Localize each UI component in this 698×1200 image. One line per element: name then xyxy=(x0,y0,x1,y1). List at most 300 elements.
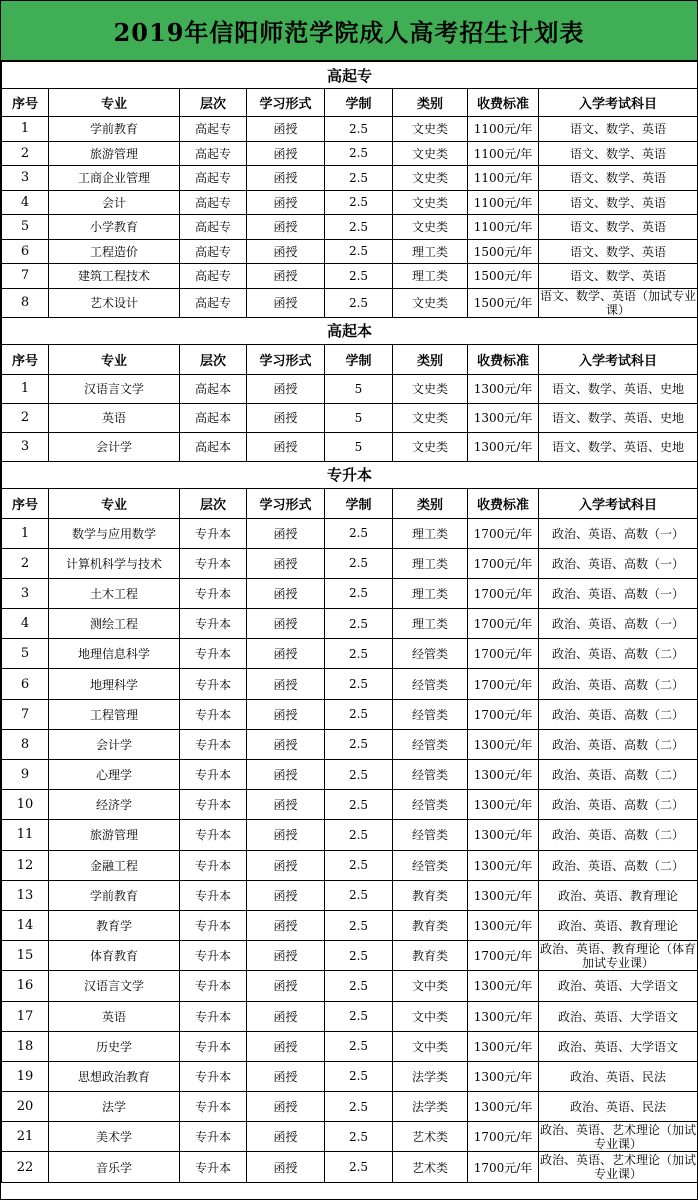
cell-level: 高起专 xyxy=(180,190,247,215)
cell-row-number: 19 xyxy=(2,1061,49,1091)
cell-level: 高起本 xyxy=(180,403,247,432)
cell-study-mode: 函授 xyxy=(247,820,325,850)
cell-exam-subjects: 政治、英语、教育理论（体育加试专业课） xyxy=(540,941,697,970)
cell-duration: 2.5 xyxy=(325,239,393,264)
cell-exam-subjects: 语文、数学、英语 xyxy=(539,264,698,289)
cell-study-mode: 函授 xyxy=(247,880,325,910)
cell-study-mode: 函授 xyxy=(247,729,325,759)
table-row xyxy=(2,880,698,910)
cell-major: 土木工程 xyxy=(49,578,180,608)
cell-duration: 5 xyxy=(325,374,393,403)
column-header-study-mode: 学习形式 xyxy=(247,89,325,117)
cell-level: 高起专 xyxy=(180,141,247,166)
column-header-tuition: 收费标准 xyxy=(468,488,539,518)
column-header-study-mode: 学习形式 xyxy=(247,344,325,374)
cell-tuition: 1300元/年 xyxy=(468,760,539,790)
table-row xyxy=(2,1031,698,1061)
cell-tuition: 1700元/年 xyxy=(468,518,539,548)
cell-duration: 2.5 xyxy=(325,1001,393,1031)
cell-category: 文中类 xyxy=(393,1031,468,1061)
cell-row-number: 5 xyxy=(2,639,49,669)
cell-study-mode: 函授 xyxy=(247,699,325,729)
table-row xyxy=(2,117,698,142)
cell-duration: 2.5 xyxy=(325,215,393,240)
cell-row-number: 2 xyxy=(2,548,49,578)
table-row xyxy=(2,239,698,264)
table-row xyxy=(2,1122,698,1152)
cell-exam-subjects: 政治、英语、大学语文 xyxy=(539,971,698,1001)
cell-category: 文史类 xyxy=(393,166,468,191)
cell-row-number: 6 xyxy=(2,669,49,699)
cell-study-mode: 函授 xyxy=(247,239,325,264)
cell-tuition: 1100元/年 xyxy=(468,166,539,191)
cell-major: 数学与应用数学 xyxy=(49,518,180,548)
cell-category: 文史类 xyxy=(393,141,468,166)
page-title: 2019年信阳师范学院成人高考招生计划表 xyxy=(1,1,697,61)
cell-exam-subjects: 政治、英语、高数（二） xyxy=(539,639,698,669)
cell-study-mode: 函授 xyxy=(247,117,325,142)
table-row xyxy=(2,190,698,215)
cell-tuition: 1700元/年 xyxy=(468,548,539,578)
cell-level: 专升本 xyxy=(180,790,247,820)
cell-category: 文史类 xyxy=(393,432,468,461)
cell-major: 教育学 xyxy=(49,910,180,940)
cell-duration: 2.5 xyxy=(325,518,393,548)
cell-duration: 2.5 xyxy=(325,971,393,1001)
cell-category: 法学类 xyxy=(393,1092,468,1122)
cell-tuition: 1300元/年 xyxy=(468,403,539,432)
column-header-level: 层次 xyxy=(180,89,247,117)
cell-duration: 2.5 xyxy=(325,117,393,142)
section-title: 高起专 xyxy=(2,62,698,89)
cell-major: 经济学 xyxy=(49,790,180,820)
cell-exam-subjects: 语文、数学、英语 xyxy=(539,215,698,240)
cell-exam-subjects: 语文、数学、英语、史地 xyxy=(539,403,698,432)
table-row xyxy=(2,374,698,403)
table-row xyxy=(2,403,698,432)
column-header-category: 类别 xyxy=(393,344,468,374)
cell-category: 理工类 xyxy=(393,264,468,289)
cell-major: 思想政治教育 xyxy=(49,1061,180,1091)
cell-row-number: 7 xyxy=(2,699,49,729)
cell-study-mode: 函授 xyxy=(247,432,325,461)
cell-exam-subjects: 语文、数学、英语 xyxy=(539,239,698,264)
cell-major: 工商企业管理 xyxy=(49,166,180,191)
cell-tuition: 1300元/年 xyxy=(468,880,539,910)
cell-major: 汉语言文学 xyxy=(49,374,180,403)
cell-duration: 2.5 xyxy=(325,669,393,699)
cell-category: 法学类 xyxy=(393,1061,468,1091)
cell-row-number: 6 xyxy=(2,239,49,264)
table-row xyxy=(2,971,698,1001)
cell-major: 艺术设计 xyxy=(49,288,180,317)
cell-exam-subjects: 政治、英语、大学语文 xyxy=(539,1031,698,1061)
cell-study-mode: 函授 xyxy=(247,850,325,880)
cell-major: 美术学 xyxy=(49,1122,180,1152)
table-row xyxy=(2,639,698,669)
cell-major: 工程管理 xyxy=(49,699,180,729)
cell-level: 高起专 xyxy=(180,215,247,240)
cell-duration: 2.5 xyxy=(325,288,393,317)
cell-major: 测绘工程 xyxy=(49,609,180,639)
cell-tuition: 1300元/年 xyxy=(468,820,539,850)
cell-duration: 2.5 xyxy=(325,141,393,166)
cell-exam-subjects: 政治、英语、艺术理论（加试专业课） xyxy=(540,1153,697,1182)
table-row xyxy=(2,166,698,191)
cell-level: 专升本 xyxy=(180,729,247,759)
cell-major: 金融工程 xyxy=(49,850,180,880)
cell-category: 教育类 xyxy=(393,910,468,940)
cell-exam-subjects: 政治、英语、高数（二） xyxy=(539,790,698,820)
cell-category: 经管类 xyxy=(393,850,468,880)
cell-major: 计算机科学与技术 xyxy=(49,548,180,578)
table-row xyxy=(2,548,698,578)
cell-level: 专升本 xyxy=(180,971,247,1001)
cell-major: 体育教育 xyxy=(49,941,180,971)
section-title: 专升本 xyxy=(2,461,698,488)
cell-major: 学前教育 xyxy=(49,117,180,142)
cell-duration: 2.5 xyxy=(325,166,393,191)
table-row xyxy=(2,1061,698,1091)
table-row xyxy=(2,941,698,971)
cell-major: 英语 xyxy=(49,1001,180,1031)
cell-major: 会计学 xyxy=(49,432,180,461)
cell-level: 高起专 xyxy=(180,288,247,317)
cell-tuition: 1700元/年 xyxy=(468,699,539,729)
cell-tuition: 1300元/年 xyxy=(468,1031,539,1061)
cell-study-mode: 函授 xyxy=(247,288,325,317)
cell-major: 历史学 xyxy=(49,1031,180,1061)
cell-level: 专升本 xyxy=(180,941,247,971)
cell-tuition: 1300元/年 xyxy=(468,790,539,820)
cell-duration: 2.5 xyxy=(325,880,393,910)
cell-study-mode: 函授 xyxy=(247,609,325,639)
table-row xyxy=(2,1001,698,1031)
cell-row-number: 13 xyxy=(2,880,49,910)
table-row xyxy=(2,850,698,880)
cell-tuition: 1700元/年 xyxy=(468,1152,539,1182)
cell-row-number: 22 xyxy=(2,1152,49,1182)
column-header-row xyxy=(2,89,698,117)
table-row xyxy=(2,910,698,940)
cell-row-number: 2 xyxy=(2,403,49,432)
cell-major: 法学 xyxy=(49,1092,180,1122)
cell-major: 地理信息科学 xyxy=(49,639,180,669)
cell-row-number: 1 xyxy=(2,374,49,403)
cell-level: 专升本 xyxy=(180,880,247,910)
table-row xyxy=(2,141,698,166)
cell-row-number: 5 xyxy=(2,215,49,240)
cell-level: 专升本 xyxy=(180,578,247,608)
cell-major: 地理科学 xyxy=(49,669,180,699)
cell-study-mode: 函授 xyxy=(247,578,325,608)
table-row xyxy=(2,432,698,461)
cell-tuition: 1300元/年 xyxy=(468,1001,539,1031)
table-row xyxy=(2,790,698,820)
cell-category: 经管类 xyxy=(393,820,468,850)
cell-study-mode: 函授 xyxy=(247,166,325,191)
cell-duration: 2.5 xyxy=(325,1122,393,1152)
table-row xyxy=(2,288,698,317)
cell-exam-subjects: 政治、英语、大学语文 xyxy=(539,1001,698,1031)
cell-study-mode: 函授 xyxy=(247,190,325,215)
cell-duration: 2.5 xyxy=(325,1152,393,1182)
cell-duration: 2.5 xyxy=(325,609,393,639)
column-header-exam-subjects: 入学考试科目 xyxy=(539,89,698,117)
column-header-duration: 学制 xyxy=(325,488,393,518)
cell-major: 建筑工程技术 xyxy=(49,264,180,289)
cell-exam-subjects: 政治、英语、高数（二） xyxy=(539,699,698,729)
table-row xyxy=(2,215,698,240)
cell-category: 教育类 xyxy=(393,880,468,910)
cell-major: 英语 xyxy=(49,403,180,432)
table-row xyxy=(2,729,698,759)
cell-study-mode: 函授 xyxy=(247,1031,325,1061)
cell-duration: 2.5 xyxy=(325,820,393,850)
cell-row-number: 14 xyxy=(2,910,49,940)
cell-tuition: 1300元/年 xyxy=(468,971,539,1001)
section-header xyxy=(2,317,698,344)
cell-exam-subjects: 政治、英语、高数（一） xyxy=(539,578,698,608)
cell-category: 经管类 xyxy=(393,699,468,729)
cell-row-number: 7 xyxy=(2,264,49,289)
cell-exam-subjects: 政治、英语、高数（二） xyxy=(539,760,698,790)
column-header-row xyxy=(2,488,698,518)
table-row xyxy=(2,820,698,850)
column-header-row-number: 序号 xyxy=(2,488,49,518)
cell-tuition: 1100元/年 xyxy=(468,141,539,166)
cell-category: 理工类 xyxy=(393,239,468,264)
cell-study-mode: 函授 xyxy=(247,1092,325,1122)
cell-category: 理工类 xyxy=(393,578,468,608)
cell-duration: 2.5 xyxy=(325,639,393,669)
cell-row-number: 10 xyxy=(2,790,49,820)
cell-category: 文史类 xyxy=(393,288,468,317)
column-header-category: 类别 xyxy=(393,89,468,117)
cell-tuition: 1700元/年 xyxy=(468,578,539,608)
cell-category: 文中类 xyxy=(393,1001,468,1031)
cell-exam-subjects: 语文、数学、英语、史地 xyxy=(539,432,698,461)
cell-row-number: 2 xyxy=(2,141,49,166)
table-row xyxy=(2,1152,698,1182)
cell-level: 高起本 xyxy=(180,374,247,403)
cell-exam-subjects: 语文、数学、英语（加试专业课） xyxy=(540,288,697,317)
cell-major: 汉语言文学 xyxy=(49,971,180,1001)
cell-tuition: 1700元/年 xyxy=(468,639,539,669)
cell-tuition: 1700元/年 xyxy=(468,669,539,699)
cell-tuition: 1700元/年 xyxy=(468,609,539,639)
cell-major: 工程造价 xyxy=(49,239,180,264)
column-header-tuition: 收费标准 xyxy=(468,89,539,117)
column-header-category: 类别 xyxy=(393,488,468,518)
cell-tuition: 1700元/年 xyxy=(468,941,539,971)
cell-duration: 2.5 xyxy=(325,264,393,289)
cell-category: 艺术类 xyxy=(393,1152,468,1182)
cell-level: 高起专 xyxy=(180,239,247,264)
cell-row-number: 4 xyxy=(2,609,49,639)
cell-category: 艺术类 xyxy=(393,1122,468,1152)
column-header-exam-subjects: 入学考试科目 xyxy=(539,344,698,374)
cell-study-mode: 函授 xyxy=(247,264,325,289)
cell-level: 高起本 xyxy=(180,432,247,461)
cell-study-mode: 函授 xyxy=(247,790,325,820)
cell-study-mode: 函授 xyxy=(247,403,325,432)
column-header-study-mode: 学习形式 xyxy=(247,488,325,518)
cell-duration: 2.5 xyxy=(325,790,393,820)
cell-major: 音乐学 xyxy=(49,1152,180,1182)
cell-level: 专升本 xyxy=(180,910,247,940)
cell-exam-subjects: 政治、英语、高数（一） xyxy=(539,518,698,548)
column-header-tuition: 收费标准 xyxy=(468,344,539,374)
section-header xyxy=(2,461,698,488)
cell-duration: 2.5 xyxy=(325,910,393,940)
cell-exam-subjects: 政治、英语、教育理论 xyxy=(539,910,698,940)
cell-tuition: 1300元/年 xyxy=(468,910,539,940)
cell-level: 专升本 xyxy=(180,699,247,729)
cell-tuition: 1700元/年 xyxy=(468,1122,539,1152)
column-header-exam-subjects: 入学考试科目 xyxy=(539,488,698,518)
cell-category: 经管类 xyxy=(393,669,468,699)
cell-study-mode: 函授 xyxy=(247,669,325,699)
cell-exam-subjects: 政治、英语、高数（一） xyxy=(539,548,698,578)
cell-exam-subjects: 政治、英语、高数（二） xyxy=(539,820,698,850)
column-header-major: 专业 xyxy=(49,344,180,374)
cell-duration: 2.5 xyxy=(325,1031,393,1061)
cell-level: 专升本 xyxy=(180,1061,247,1091)
cell-row-number: 15 xyxy=(2,941,49,971)
cell-category: 经管类 xyxy=(393,790,468,820)
cell-row-number: 1 xyxy=(2,518,49,548)
cell-category: 经管类 xyxy=(393,729,468,759)
cell-category: 文史类 xyxy=(393,374,468,403)
cell-major: 旅游管理 xyxy=(49,820,180,850)
cell-level: 专升本 xyxy=(180,609,247,639)
cell-tuition: 1100元/年 xyxy=(468,117,539,142)
cell-major: 旅游管理 xyxy=(49,141,180,166)
cell-level: 专升本 xyxy=(180,518,247,548)
cell-study-mode: 函授 xyxy=(247,1152,325,1182)
table-row xyxy=(2,760,698,790)
cell-row-number: 3 xyxy=(2,578,49,608)
cell-category: 文中类 xyxy=(393,971,468,1001)
cell-level: 专升本 xyxy=(180,760,247,790)
cell-duration: 2.5 xyxy=(325,760,393,790)
cell-study-mode: 函授 xyxy=(247,518,325,548)
cell-row-number: 1 xyxy=(2,117,49,142)
cell-row-number: 9 xyxy=(2,760,49,790)
column-header-row-number: 序号 xyxy=(2,344,49,374)
cell-study-mode: 函授 xyxy=(247,910,325,940)
cell-category: 理工类 xyxy=(393,518,468,548)
cell-tuition: 1500元/年 xyxy=(468,239,539,264)
cell-level: 专升本 xyxy=(180,669,247,699)
table-row xyxy=(2,578,698,608)
cell-duration: 2.5 xyxy=(325,1061,393,1091)
cell-study-mode: 函授 xyxy=(247,374,325,403)
cell-tuition: 1300元/年 xyxy=(468,1061,539,1091)
cell-tuition: 1500元/年 xyxy=(468,288,539,317)
cell-tuition: 1100元/年 xyxy=(468,215,539,240)
cell-category: 经管类 xyxy=(393,760,468,790)
cell-row-number: 8 xyxy=(2,729,49,759)
cell-exam-subjects: 政治、英语、教育理论 xyxy=(539,880,698,910)
table-row xyxy=(2,699,698,729)
cell-major: 会计 xyxy=(49,190,180,215)
cell-row-number: 8 xyxy=(2,288,49,317)
cell-row-number: 21 xyxy=(2,1122,49,1152)
cell-duration: 2.5 xyxy=(325,850,393,880)
cell-major: 会计学 xyxy=(49,729,180,759)
table-row xyxy=(2,518,698,548)
cell-tuition: 1500元/年 xyxy=(468,264,539,289)
column-header-duration: 学制 xyxy=(325,344,393,374)
cell-category: 理工类 xyxy=(393,548,468,578)
cell-exam-subjects: 政治、英语、民法 xyxy=(539,1061,698,1091)
cell-duration: 2.5 xyxy=(325,190,393,215)
table-row xyxy=(2,264,698,289)
column-header-level: 层次 xyxy=(180,488,247,518)
cell-duration: 2.5 xyxy=(325,729,393,759)
cell-study-mode: 函授 xyxy=(247,971,325,1001)
cell-row-number: 17 xyxy=(2,1001,49,1031)
cell-category: 文史类 xyxy=(393,117,468,142)
cell-tuition: 1300元/年 xyxy=(468,850,539,880)
cell-category: 经管类 xyxy=(393,639,468,669)
cell-duration: 5 xyxy=(325,432,393,461)
cell-exam-subjects: 语文、数学、英语 xyxy=(539,141,698,166)
cell-exam-subjects: 政治、英语、高数（二） xyxy=(539,729,698,759)
cell-exam-subjects: 政治、英语、高数（二） xyxy=(539,669,698,699)
cell-exam-subjects: 政治、英语、高数（一） xyxy=(539,609,698,639)
cell-category: 理工类 xyxy=(393,609,468,639)
cell-study-mode: 函授 xyxy=(247,760,325,790)
cell-level: 专升本 xyxy=(180,850,247,880)
cell-tuition: 1300元/年 xyxy=(468,432,539,461)
column-header-major: 专业 xyxy=(49,488,180,518)
cell-major: 心理学 xyxy=(49,760,180,790)
cell-exam-subjects: 政治、英语、民法 xyxy=(539,1092,698,1122)
cell-tuition: 1100元/年 xyxy=(468,190,539,215)
cell-level: 专升本 xyxy=(180,1092,247,1122)
cell-level: 专升本 xyxy=(180,1152,247,1182)
cell-study-mode: 函授 xyxy=(247,639,325,669)
cell-study-mode: 函授 xyxy=(247,215,325,240)
cell-tuition: 1300元/年 xyxy=(468,374,539,403)
cell-row-number: 12 xyxy=(2,850,49,880)
cell-level: 专升本 xyxy=(180,1001,247,1031)
cell-exam-subjects: 语文、数学、英语 xyxy=(539,117,698,142)
table-row xyxy=(2,1092,698,1122)
cell-exam-subjects: 政治、英语、艺术理论（加试专业课） xyxy=(540,1122,697,1151)
cell-study-mode: 函授 xyxy=(247,941,325,971)
cell-duration: 2.5 xyxy=(325,1092,393,1122)
column-header-row xyxy=(2,344,698,374)
column-header-level: 层次 xyxy=(180,344,247,374)
cell-duration: 2.5 xyxy=(325,699,393,729)
cell-level: 高起专 xyxy=(180,264,247,289)
table-row xyxy=(2,609,698,639)
cell-major: 小学教育 xyxy=(49,215,180,240)
cell-row-number: 11 xyxy=(2,820,49,850)
cell-level: 专升本 xyxy=(180,548,247,578)
table-body xyxy=(2,62,698,1183)
enrollment-table xyxy=(1,61,698,1183)
cell-row-number: 4 xyxy=(2,190,49,215)
cell-duration: 2.5 xyxy=(325,578,393,608)
cell-exam-subjects: 语文、数学、英语 xyxy=(539,190,698,215)
section-header xyxy=(2,62,698,89)
cell-category: 文史类 xyxy=(393,403,468,432)
